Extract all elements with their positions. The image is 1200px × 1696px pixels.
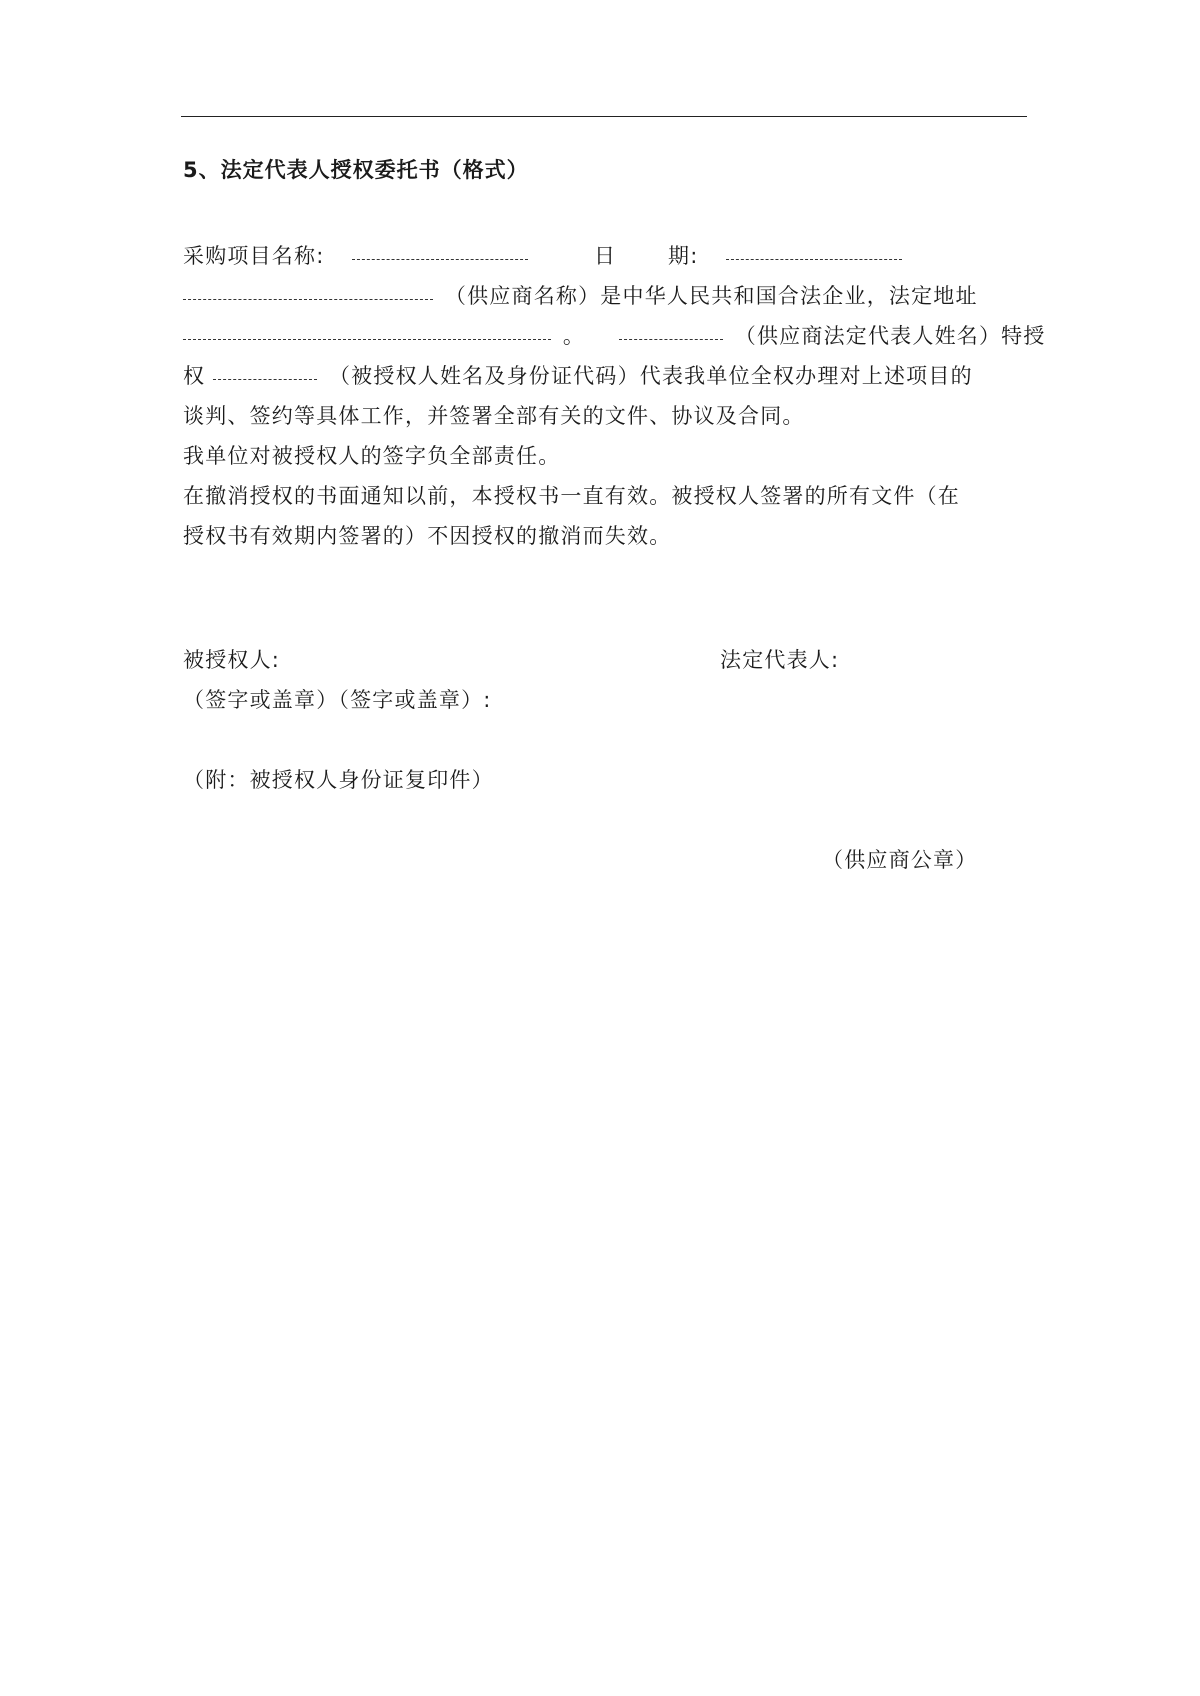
responsibility-line: 我单位对被授权人的签字负全部责任。 (183, 444, 561, 468)
authorized-person-blank (213, 379, 317, 380)
authorized-person-line (183, 360, 973, 390)
project-name-label: 采购项目名称: (183, 244, 325, 268)
revocation-line-2: 授权书有效期内签署的）不因授权的撤消而失效。 (183, 524, 672, 548)
project-name-blank (352, 259, 528, 260)
address-blank (183, 339, 551, 340)
address-line (183, 320, 1046, 350)
legal-rep-name-blank (619, 339, 723, 340)
address-end: 。 (562, 324, 586, 348)
supplier-name-line (183, 280, 978, 310)
authorized-person-note: （被授权人姓名及身份证代码）代表我单位全权办理对上述项目的 (328, 364, 973, 388)
project-date-line (183, 240, 906, 270)
authorize-prefix: 权 (183, 364, 206, 388)
legal-rep-name-note: （供应商法定代表人姓名）特授 (734, 324, 1046, 348)
sign-or-seal-line: （签字或盖章）（签字或盖章）: (183, 688, 492, 712)
supplier-name-note: （供应商名称）是中华人民共和国合法企业，法定地址 (444, 284, 978, 308)
attachment-note: （附：被授权人身份证复印件） (183, 768, 494, 792)
supplier-name-blank (183, 299, 433, 300)
section-title: 5、法定代表人授权委托书（格式） (183, 158, 529, 182)
date-label-first-char: 日 (594, 244, 617, 268)
authorized-person-label: 被授权人: (183, 648, 281, 672)
date-blank (726, 259, 902, 260)
header-rule (181, 116, 1027, 117)
revocation-line-1: 在撤消授权的书面通知以前，本授权书一直有效。被授权人签署的所有文件（在 (183, 484, 960, 508)
work-scope-line: 谈判、签约等具体工作，并签署全部有关的文件、协议及合同。 (183, 404, 805, 428)
supplier-seal: （供应商公章） (822, 848, 978, 872)
date-label-second-char: 期: (668, 244, 699, 268)
legal-rep-label: 法定代表人: (720, 648, 840, 672)
